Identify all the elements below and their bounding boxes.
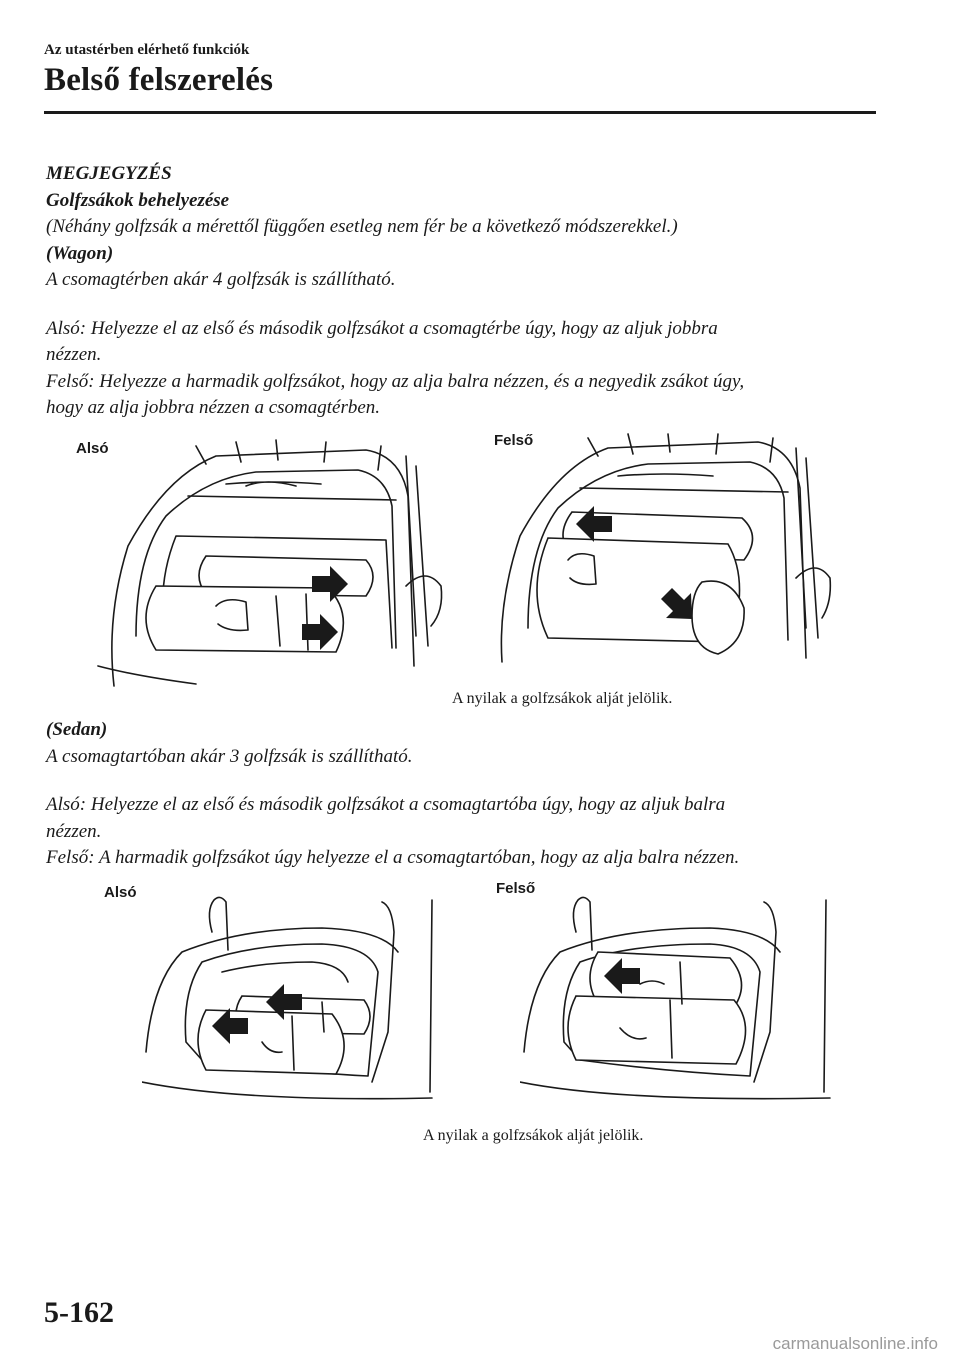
- sedan-upper-instruction: Felső: A harmadik golfzsákot úgy helyezze el a csomagtartóban, hogy az alja balra nézzen.: [46, 847, 740, 868]
- sedan-figure-lower-label: Alsó: [104, 884, 137, 901]
- sedan-note: [46, 717, 876, 872]
- wagon-upper-instruction-1: Felső: Helyezze a harmadik golfzsákot, hogy az alja balra nézzen, és a negyedik zsákot úgy,: [46, 370, 745, 392]
- sedan-lower-instruction-2: nézzen.: [46, 820, 102, 842]
- wagon-label: (Wagon): [46, 242, 114, 264]
- sedan-upper-illustration: [520, 892, 836, 1118]
- sedan-lower-illustration: [142, 892, 436, 1118]
- wagon-lower-illustration: [96, 436, 446, 690]
- sedan-figure-upper-label: Felső: [496, 880, 536, 897]
- note-subheading: Golfzsákok behelyezése: [46, 189, 230, 211]
- page-number: 5-162: [44, 1296, 114, 1329]
- note-heading: MEGJEGYZÉS: [46, 163, 172, 184]
- wagon-figure-caption: A nyilak a golfzsákok alját jelölik.: [452, 690, 673, 707]
- section-label: Az utastérben elérhető funkciók: [44, 42, 250, 58]
- sedan-label: (Sedan): [46, 719, 108, 740]
- watermark: carmanualsonline.info: [772, 1334, 938, 1353]
- page-title: Belső felszerelés: [44, 62, 274, 98]
- note-disclaimer: (Néhány golfzsák a mérettől függően esetleg nem fér be a következő módszerekkel.): [46, 216, 678, 237]
- wagon-figure-lower-label: Alsó: [76, 440, 109, 457]
- wagon-upper-illustration: [492, 432, 832, 686]
- sedan-figure-caption: A nyilak a golfzsákok alját jelölik.: [423, 1127, 644, 1144]
- sedan-lower-instruction-1: Alsó: Helyezze el az első és második golfzsákot a csomagtartóba úgy, hogy az aljuk balra: [46, 794, 726, 815]
- wagon-capacity: A csomagtérben akár 4 golfzsák is szállítható.: [46, 269, 396, 290]
- title-rule: [44, 111, 876, 114]
- sedan-capacity: A csomagtartóban akár 3 golfzsák is szállítható.: [46, 745, 413, 767]
- golf-bag-note: [46, 161, 876, 422]
- wagon-lower-instruction-1: Alsó: Helyezze el az első és második golfzsákot a csomagtérbe úgy, hogy az aljuk jobbra: [46, 317, 718, 339]
- wagon-lower-instruction-2: nézzen.: [46, 344, 102, 365]
- wagon-figure-upper-label: Felső: [494, 432, 534, 449]
- wagon-upper-instruction-2: hogy az alja jobbra nézzen a csomagtérben.: [46, 397, 381, 418]
